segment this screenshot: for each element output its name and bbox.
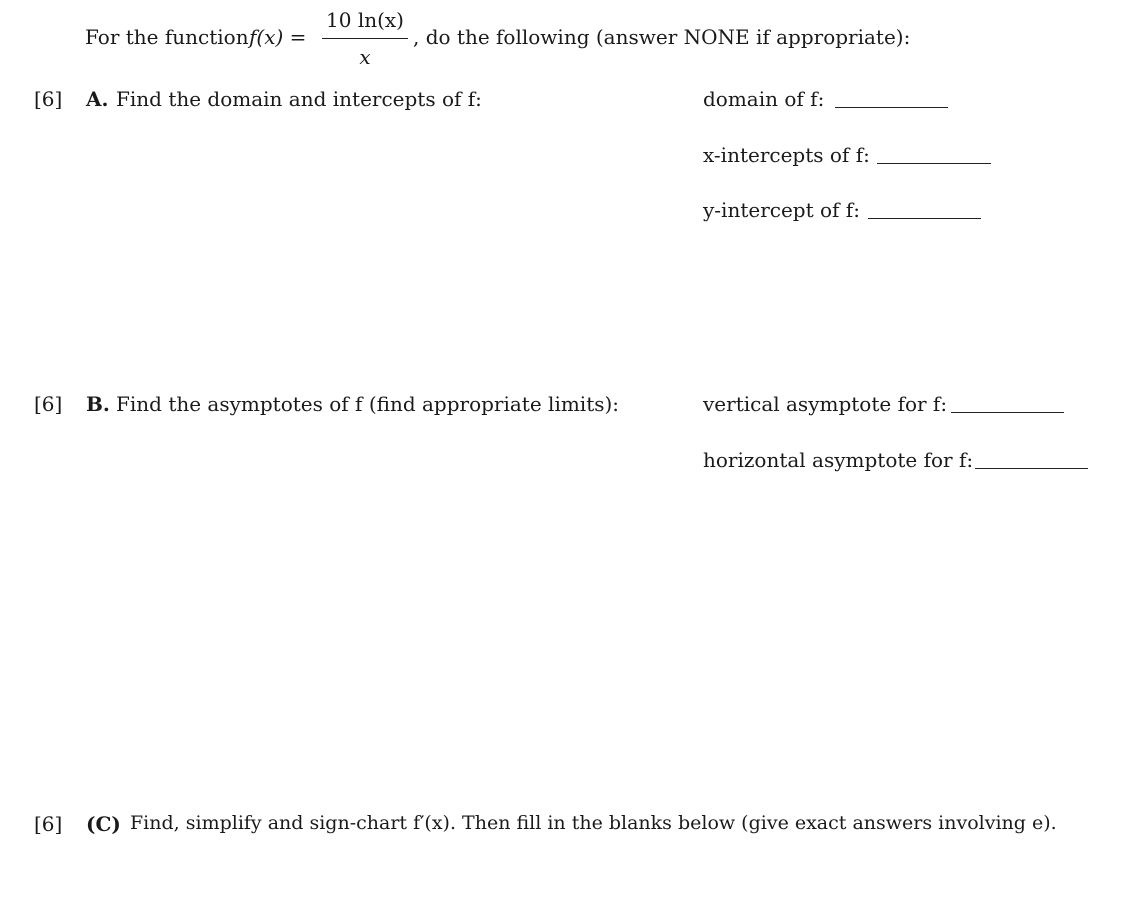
vertical-asymptote-answer-blank[interactable] <box>951 412 1064 413</box>
intro-suffix: , do the following (answer NONE if appropriate): <box>413 25 911 49</box>
intro-prefix: For the function <box>85 25 249 49</box>
part-c-text: Find, simplify and sign-chart f′(x). Then fill in the blanks below (give exact answers involving e). <box>130 812 1057 834</box>
points-c: [6] <box>34 812 63 836</box>
horizontal-asymptote-label: horizontal asymptote for f: <box>703 448 974 472</box>
points-a: [6] <box>34 87 63 111</box>
x-intercepts-answer-blank[interactable] <box>877 163 991 164</box>
points-b: [6] <box>34 392 63 416</box>
vertical-asymptote-label: vertical asymptote for f: <box>703 392 948 416</box>
part-a-text: Find the domain and intercepts of f: <box>116 87 482 111</box>
horizontal-asymptote-answer-blank[interactable] <box>975 468 1088 469</box>
fraction-bar <box>322 38 408 39</box>
part-c-letter: (C) <box>86 812 121 836</box>
y-intercept-answer-blank[interactable] <box>868 218 981 219</box>
fraction-denominator: x <box>359 45 371 69</box>
domain-answer-blank[interactable] <box>835 107 948 108</box>
domain-label: domain of f: <box>703 87 825 111</box>
y-intercept-label: y-intercept of f: <box>703 198 860 222</box>
part-b-text: Find the asymptotes of f (find appropriate limits): <box>116 392 620 416</box>
part-b-letter: B. <box>86 392 110 416</box>
part-a-letter: A. <box>86 87 109 111</box>
function-name: f(x) = <box>249 25 307 49</box>
x-intercepts-label: x-intercepts of f: <box>703 143 870 167</box>
fraction-numerator: 10 ln(x) <box>326 8 404 32</box>
